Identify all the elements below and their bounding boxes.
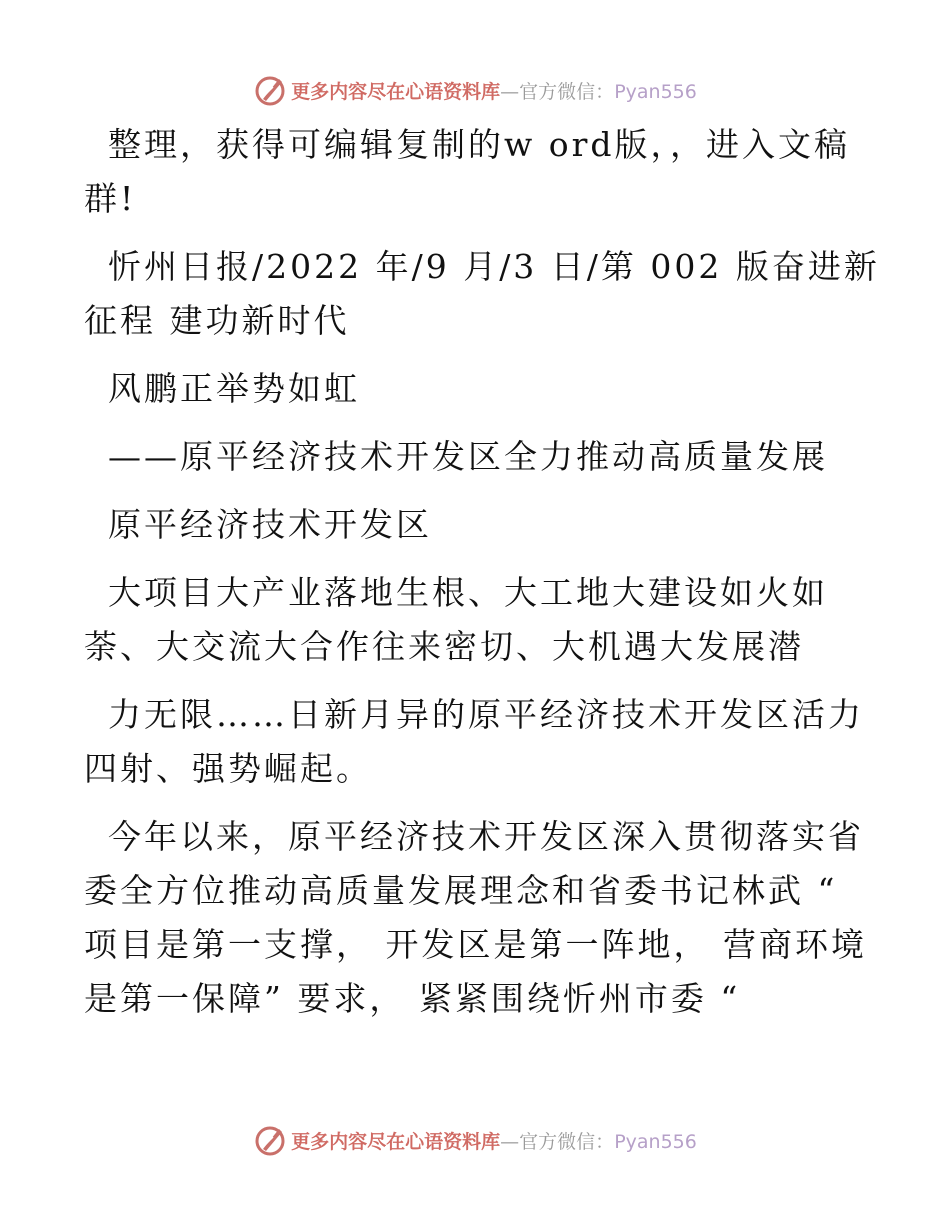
- quill-pen-logo-icon: [253, 73, 287, 107]
- banner-content: [253, 1123, 697, 1157]
- banner-wechat-label: 官方微信：: [519, 1130, 615, 1153]
- text-line: 忻州日报/2022 年/9 月/3 日/第 002 版奋进新: [108, 247, 880, 286]
- banner-wechat-label: 官方微信：: [519, 80, 615, 103]
- text-line: 整理，获得可编辑复制的w ord版，，进入文稿: [108, 125, 851, 164]
- banner-content: [253, 73, 697, 107]
- paragraph: [96, 430, 856, 484]
- header-banner: [0, 70, 950, 110]
- text-line: 征程 建功新时代: [84, 301, 350, 340]
- paragraph: [84, 118, 856, 226]
- paragraph: [96, 362, 856, 416]
- text-line: 大项目大产业落地生根、大工地大建设如火如: [108, 573, 828, 612]
- banner-brand: 更多内容尽在心语资料库: [291, 1130, 501, 1153]
- paragraph: [84, 688, 864, 796]
- quill-pen-logo-icon: [253, 1123, 287, 1157]
- paragraph: [84, 810, 867, 1026]
- document-body: [84, 118, 880, 1040]
- text-line: ——原平经济技术开发区全力推动高质量发展: [108, 437, 828, 476]
- paragraph: [96, 498, 856, 552]
- banner-text: [291, 77, 697, 104]
- banner-brand: 更多内容尽在心语资料库: [291, 80, 501, 103]
- paragraph: [84, 566, 856, 674]
- text-line: 是第一保障” 要求， 紧紧围绕忻州市委 “: [84, 979, 741, 1018]
- text-line: 原平经济技术开发区: [108, 505, 432, 544]
- paragraph: [84, 240, 880, 348]
- banner-separator: —: [500, 1130, 520, 1153]
- text-line: 今年以来，原平经济技术开发区深入贯彻落实省: [108, 817, 864, 856]
- text-line: 项目是第一支撑， 开发区是第一阵地， 营商环境: [84, 925, 867, 964]
- text-line: 力无限……日新月异的原平经济技术开发区活力: [108, 695, 864, 734]
- text-line: 风鹏正举势如虹: [108, 369, 360, 408]
- footer-banner: [0, 1120, 950, 1160]
- banner-separator: —: [500, 80, 520, 103]
- banner-text: [291, 1127, 697, 1154]
- text-line: 委全方位推动高质量发展理念和省委书记林武 “: [84, 871, 838, 910]
- banner-wechat-id: Pyan556: [614, 80, 697, 103]
- text-line: 群!: [84, 179, 137, 218]
- text-line: 四射、强势崛起。: [84, 749, 372, 788]
- banner-wechat-id: Pyan556: [614, 1130, 697, 1153]
- text-line: 荼、大交流大合作往来密切、大机遇大发展潜: [84, 627, 804, 666]
